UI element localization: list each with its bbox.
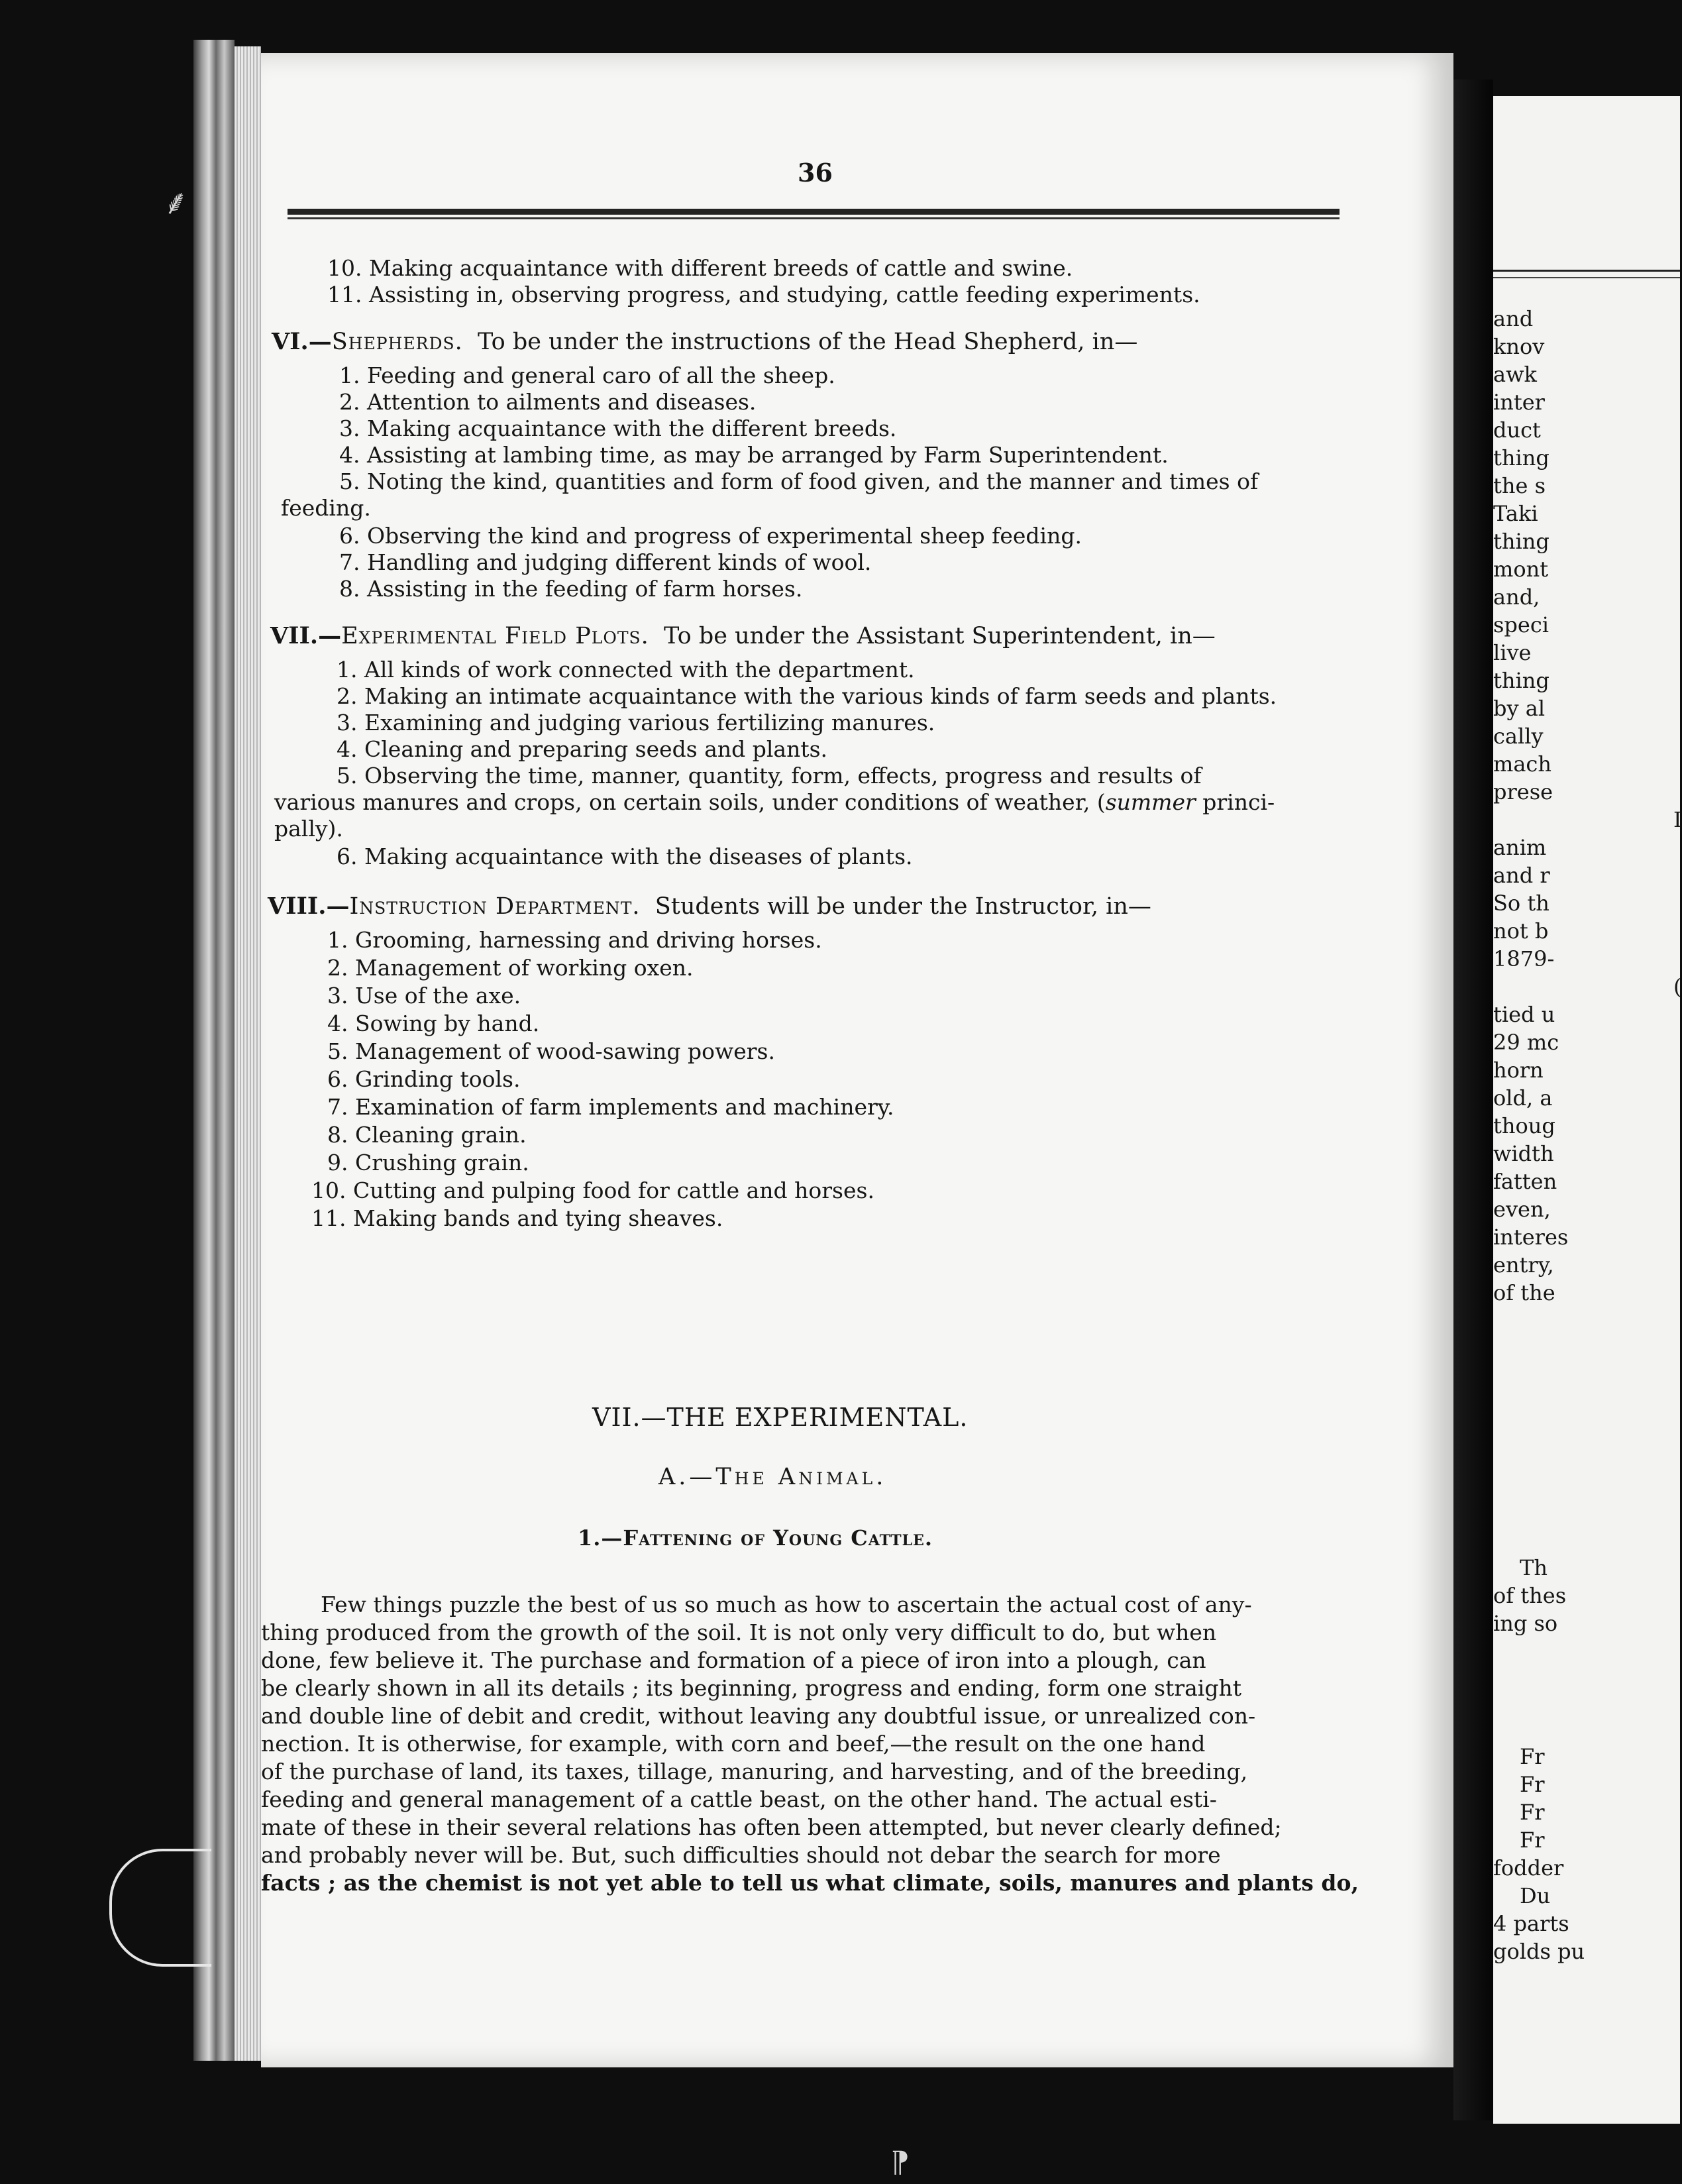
fragment-text: interes bbox=[1493, 1225, 1569, 1250]
list-item: 10. Making acquaintance with different breeds of cattle and swine. bbox=[327, 255, 1073, 281]
page-edges bbox=[235, 46, 261, 2061]
paragraph-line: done, few believe it. The purchase and formation of a piece of iron into a plough, can bbox=[261, 1647, 1206, 1673]
paragraph-line: of the purchase of land, its taxes, tillage, manuring, and harvesting, and of the breeding, bbox=[261, 1759, 1248, 1784]
paragraph-line: mate of these in their several relations has often been attempted, but never clearly defined; bbox=[261, 1814, 1282, 1840]
paragraph-line: facts ; as the chemist is not yet able to tell us what climate, soils, manures and plants do, bbox=[261, 1870, 1359, 1896]
fragment-text: So th bbox=[1493, 891, 1550, 916]
list-item: 3. Use of the axe. bbox=[327, 983, 521, 1009]
section-heading-vi: VI.—Shepherds. To be under the instructions of the Head Shepherd, in— bbox=[272, 328, 1138, 355]
list-item: 3. Making acquaintance with the different breeds. bbox=[339, 415, 897, 441]
fragment-text: not b bbox=[1493, 918, 1549, 944]
list-item: 5. Noting the kind, quantities and form of food given, and the manner and times of bbox=[339, 468, 1259, 494]
fragment-text: Taki bbox=[1493, 501, 1538, 526]
fragment-text: of the bbox=[1493, 1280, 1555, 1305]
fragment-text: golds pu bbox=[1493, 1939, 1585, 1964]
right-page-fragment bbox=[1493, 96, 1680, 2124]
book-binding bbox=[193, 40, 235, 2061]
list-item: 2. Attention to ailments and diseases. bbox=[339, 389, 757, 415]
fragment-text: inter bbox=[1493, 390, 1545, 415]
list-item: 2. Making an intimate acquaintance with the various kinds of farm seeds and plants. bbox=[337, 683, 1277, 709]
fragment-text: thoug bbox=[1493, 1113, 1555, 1138]
fragment-text: even, bbox=[1493, 1197, 1551, 1222]
fragment-text: cally bbox=[1493, 724, 1544, 749]
page-number: 36 bbox=[798, 158, 833, 188]
fragment-text: awk bbox=[1493, 362, 1537, 387]
fragment-text: thing bbox=[1493, 668, 1550, 693]
list-item: 6. Grinding tools. bbox=[327, 1066, 521, 1092]
fragment-text: fatten bbox=[1493, 1169, 1557, 1194]
list-item: 4. Assisting at lambing time, as may be arranged by Farm Superintendent. bbox=[339, 442, 1169, 468]
list-item: 8. Assisting in the feeding of farm horses. bbox=[339, 576, 803, 602]
paragraph-line: be clearly shown in all its details ; its beginning, progress and ending, form one straight bbox=[261, 1675, 1241, 1701]
list-item: 4. Cleaning and preparing seeds and plants. bbox=[337, 736, 828, 762]
fragment-text: 4 parts bbox=[1493, 1911, 1569, 1936]
paragraph-line: and double line of debit and credit, without leaving any doubtful issue, or unrealized con- bbox=[261, 1703, 1256, 1729]
fragment-text: anim bbox=[1493, 835, 1547, 860]
paragraph-line: nection. It is otherwise, for example, with corn and beef,—the result on the one hand bbox=[261, 1731, 1206, 1757]
list-item: 10. Cutting and pulping food for cattle and horses. bbox=[311, 1177, 874, 1203]
fragment-text: horn bbox=[1493, 1058, 1544, 1083]
right-page-rule bbox=[1493, 270, 1680, 278]
left-page bbox=[261, 53, 1453, 2067]
list-item: 8. Cleaning grain. bbox=[327, 1122, 527, 1148]
fragment-text: mach bbox=[1493, 751, 1551, 777]
list-item: 1. All kinds of work connected with the department. bbox=[337, 657, 915, 682]
list-item: 3. Examining and judging various fertilizing manures. bbox=[337, 710, 935, 736]
chapter-title: VII.—THE EXPERIMENTAL. bbox=[592, 1403, 969, 1432]
fragment-text: prese bbox=[1493, 779, 1553, 804]
fragment-text: ( bbox=[1673, 974, 1682, 999]
fragment-text: thing bbox=[1493, 445, 1550, 470]
fragment-text: Th bbox=[1520, 1555, 1548, 1580]
fragment-text: live bbox=[1493, 640, 1532, 665]
list-item: 11. Assisting in, observing progress, and studying, cattle feeding experiments. bbox=[327, 282, 1200, 307]
fragment-text: ing so bbox=[1493, 1611, 1558, 1636]
paragraph-line: thing produced from the growth of the soil. It is not only very difficult to do, but when bbox=[261, 1619, 1217, 1645]
list-item: 1. Feeding and general caro of all the sheep. bbox=[339, 362, 835, 388]
list-item: 6. Making acquaintance with the diseases of plants. bbox=[337, 844, 913, 869]
list-item: 6. Observing the kind and progress of experimental sheep feeding. bbox=[339, 523, 1082, 549]
list-item: 2. Management of working oxen. bbox=[327, 955, 694, 981]
fragment-text: by al bbox=[1493, 696, 1546, 721]
fragment-text: speci bbox=[1493, 612, 1549, 637]
fragment-text: thing bbox=[1493, 529, 1550, 554]
fragment-text: Fr bbox=[1520, 1828, 1545, 1853]
list-item-continuation: various manures and crops, on certain soils, under conditions of weather, (summer princi- bbox=[274, 789, 1275, 815]
subsection-title: A.—The Animal. bbox=[658, 1464, 887, 1490]
book-gutter bbox=[1453, 80, 1493, 2120]
paragraph-line: and probably never will be. But, such difficulties should not debar the search for more bbox=[261, 1842, 1221, 1868]
fragment-text: and r bbox=[1493, 863, 1550, 888]
section-heading-viii: VIII.—Instruction Department. Students will be under the Instructor, in— bbox=[268, 893, 1151, 920]
subheading: 1.—Fattening of Young Cattle. bbox=[578, 1525, 933, 1551]
fragment-text: width bbox=[1493, 1141, 1554, 1166]
fragment-text: Fr bbox=[1520, 1744, 1545, 1769]
list-item-continuation: pally). bbox=[274, 816, 343, 842]
list-item: 1. Grooming, harnessing and driving horses. bbox=[327, 927, 822, 953]
fragment-text: mont bbox=[1493, 557, 1549, 582]
fragment-text: 1879- bbox=[1493, 946, 1555, 971]
fragment-text: knov bbox=[1493, 334, 1545, 359]
fragment-text: tied u bbox=[1493, 1002, 1555, 1027]
fragment-text: I bbox=[1673, 807, 1682, 832]
fragment-text: of thes bbox=[1493, 1583, 1567, 1608]
fragment-text: and bbox=[1493, 306, 1534, 331]
fragment-text: 29 mc bbox=[1493, 1030, 1559, 1055]
fragment-text: old, a bbox=[1493, 1085, 1553, 1111]
fragment-text: fodder bbox=[1493, 1855, 1564, 1881]
list-item-continuation: feeding. bbox=[281, 495, 371, 521]
bottom-mark: ⁋ bbox=[891, 2146, 910, 2179]
margin-mark: ⸙ bbox=[163, 183, 189, 223]
fragment-text: duct bbox=[1493, 417, 1541, 443]
fragment-text: and, bbox=[1493, 584, 1540, 610]
list-item: 7. Handling and judging different kinds of wool. bbox=[339, 549, 872, 575]
fragment-text: Du bbox=[1520, 1883, 1551, 1908]
list-item: 4. Sowing by hand. bbox=[327, 1010, 540, 1036]
paragraph-line: Few things puzzle the best of us so much as how to ascertain the actual cost of any- bbox=[321, 1592, 1252, 1617]
paragraph-line: feeding and general management of a cattle beast, on the other hand. The actual esti- bbox=[261, 1786, 1217, 1812]
section-heading-vii: VII.—Experimental Field Plots. To be under the Assistant Superintendent, in— bbox=[270, 622, 1216, 649]
list-item: 11. Making bands and tying sheaves. bbox=[311, 1205, 723, 1231]
fragment-text: entry, bbox=[1493, 1252, 1554, 1278]
list-item: 9. Crushing grain. bbox=[327, 1150, 529, 1175]
fragment-text: Fr bbox=[1520, 1800, 1545, 1825]
list-item: 5. Observing the time, manner, quantity, form, effects, progress and results of bbox=[337, 763, 1202, 789]
margin-curl bbox=[109, 1849, 211, 1967]
header-rule bbox=[288, 209, 1340, 223]
fragment-text: Fr bbox=[1520, 1772, 1545, 1797]
fragment-text: the s bbox=[1493, 473, 1546, 498]
list-item: 7. Examination of farm implements and machinery. bbox=[327, 1094, 894, 1120]
list-item: 5. Management of wood-sawing powers. bbox=[327, 1038, 775, 1064]
